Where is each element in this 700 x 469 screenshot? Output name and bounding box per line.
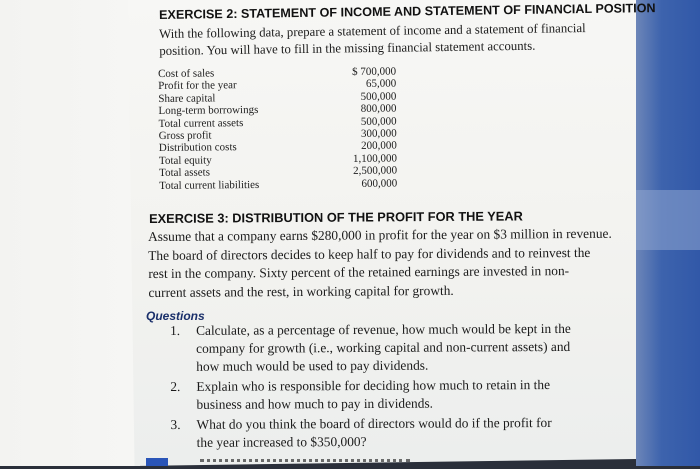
question-number: 1. <box>170 322 181 338</box>
question-line: business and how much to pay in dividends. <box>196 395 434 412</box>
exercise3-body-line: The board of directors decides to keep half to pay for dividends and to reinvest the <box>148 244 591 263</box>
row-value: 2,500,000 <box>353 164 398 178</box>
exercise3-body <box>148 225 612 302</box>
row-value: 600,000 <box>361 177 398 190</box>
row-value: 800,000 <box>360 102 397 116</box>
row-value: $ 700,000 <box>351 65 397 78</box>
question-line: how much would be used to pay dividends. <box>196 357 429 374</box>
financial-data-table <box>158 66 397 192</box>
exercise3-body-line: rest in the company. Sixty percent of the retained earnings are invested in non- <box>148 263 570 281</box>
table-row <box>159 177 397 192</box>
questions-title: Questions <box>146 309 205 323</box>
row-value: 65,000 <box>365 77 397 91</box>
question-number: 2. <box>170 378 181 394</box>
row-label: Total current assets <box>158 116 244 130</box>
exercise3-title: EXERCISE 3: DISTRIBUTION OF THE PROFIT FOR THE YEAR <box>149 208 523 226</box>
row-value: 200,000 <box>361 139 397 153</box>
blue-marker <box>146 458 168 466</box>
cutoff-text-fragment <box>200 459 410 469</box>
question-item <box>170 414 571 452</box>
question-number: 3. <box>170 416 181 432</box>
exercise2-title: EXERCISE 2: STATEMENT OF INCOME AND STATEMENT OF FINANCIAL POSITION <box>159 1 656 22</box>
row-label: Cost of sales <box>158 67 215 80</box>
row-value: 300,000 <box>360 127 397 140</box>
questions-list <box>170 320 571 454</box>
row-label: Distribution costs <box>158 141 237 155</box>
question-line: company for growth (i.e., working capital and non-current assets) and <box>196 338 571 356</box>
row-label: Profit for the year <box>158 79 237 93</box>
question-item <box>170 376 571 414</box>
row-label: Share capital <box>158 92 216 105</box>
question-item <box>170 320 571 376</box>
question-line: the year increased to $350,000? <box>196 433 367 450</box>
exercise2-intro <box>159 20 586 60</box>
row-label: Total current liabilities <box>159 178 260 192</box>
question-line: Explain who is responsible for deciding how much to retain in the <box>196 377 551 394</box>
exercise2-intro-line: With the following data, prepare a statement of income and a statement of financial <box>159 21 586 41</box>
row-label: Gross profit <box>158 129 212 142</box>
exercise3-body-line: current assets and the rest, in working capital for growth. <box>148 282 454 300</box>
row-value: 500,000 <box>360 90 397 103</box>
row-value: 500,000 <box>360 115 397 128</box>
question-line: What do you think the board of directors would do if the profit for <box>196 415 552 432</box>
row-label: Total equity <box>158 154 212 167</box>
row-label: Total assets <box>159 166 211 180</box>
question-line: Calculate, as a percentage of revenue, how much would be kept in the <box>196 320 571 338</box>
row-label: Long-term borrowings <box>158 104 259 118</box>
exercise2-intro-line: position. You will have to fill in the missing financial statement accounts. <box>159 38 536 58</box>
exercise3-body-line: Assume that a company earns $280,000 in profit for the year on $3 million in revenue. <box>148 225 612 244</box>
row-value: 1,100,000 <box>352 152 398 165</box>
